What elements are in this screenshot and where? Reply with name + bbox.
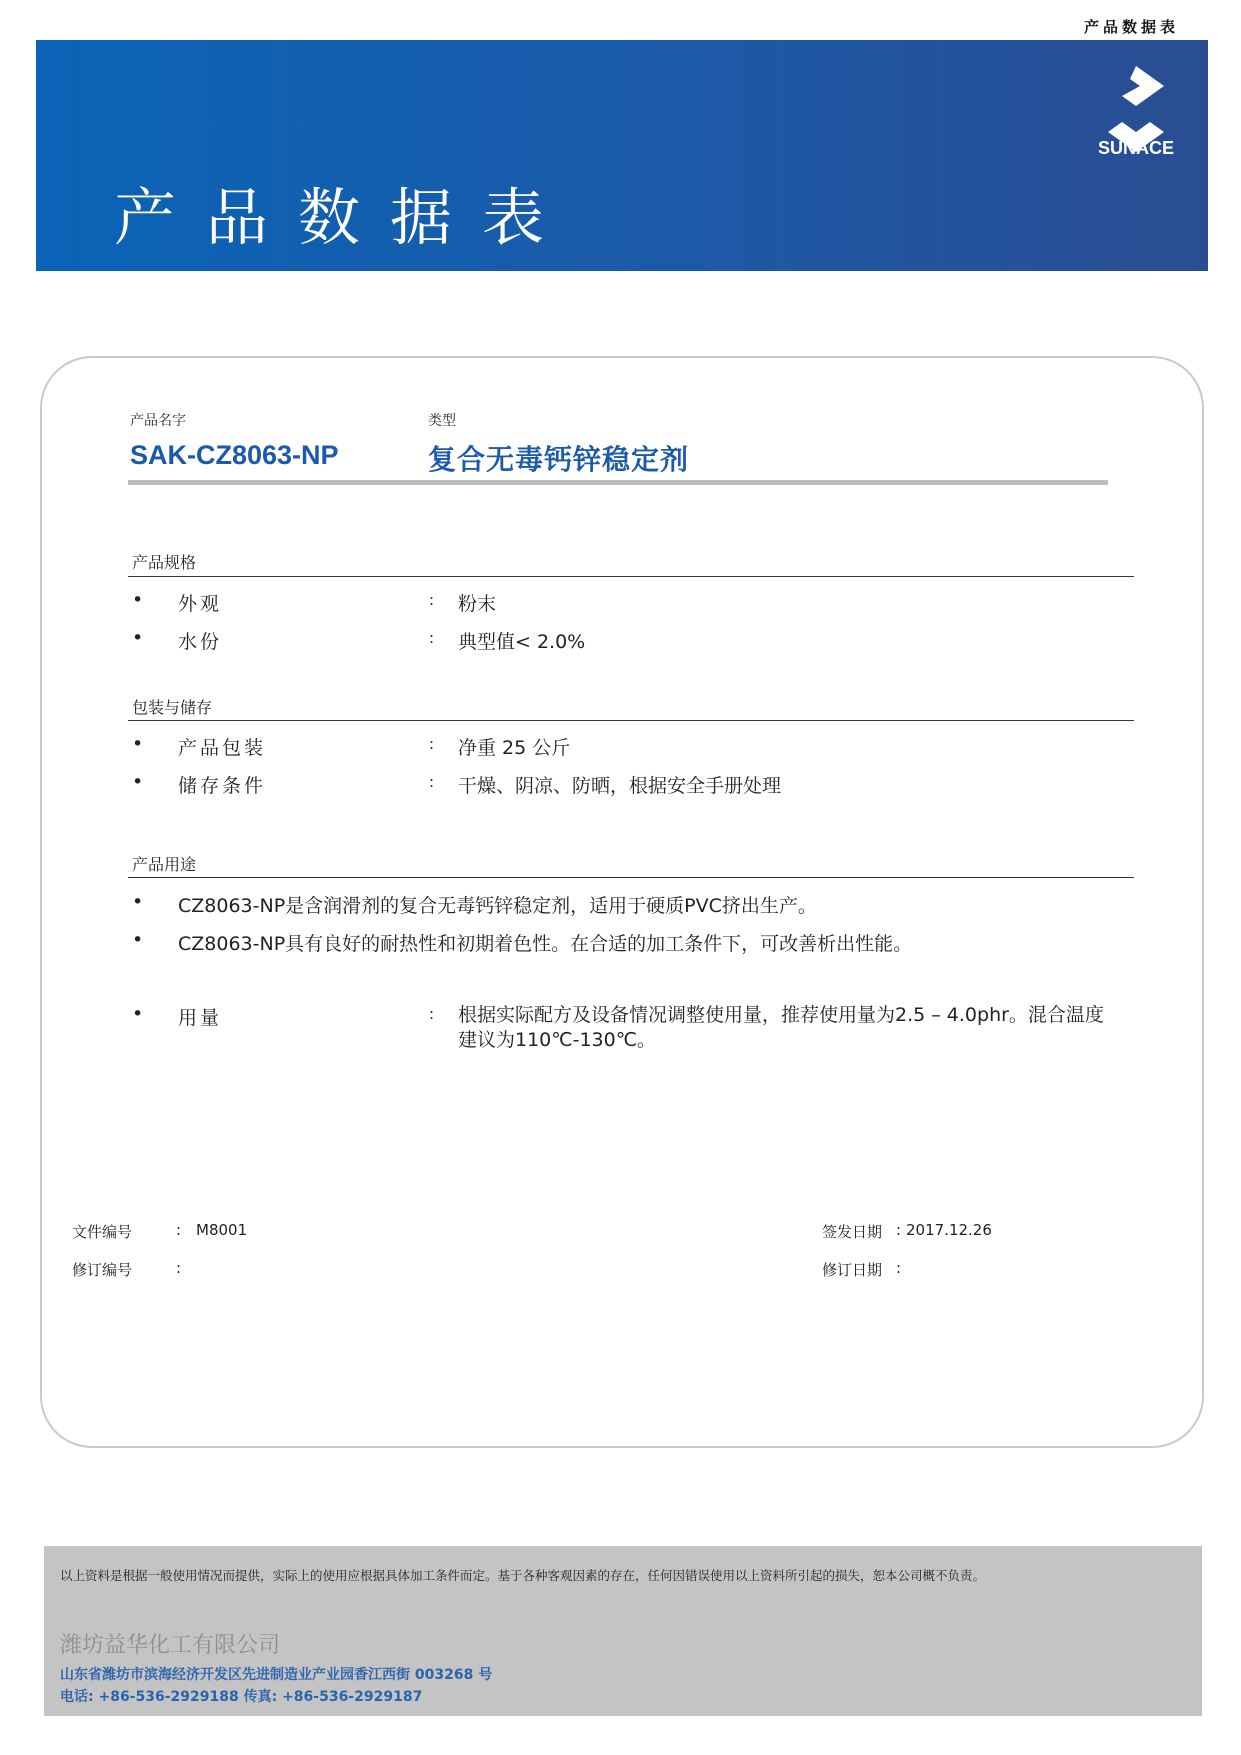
- section-divider: [128, 576, 1134, 577]
- colon: :: [429, 591, 435, 609]
- footer: [44, 1546, 1202, 1716]
- company-name: 潍坊益华化工有限公司: [60, 1633, 281, 1658]
- section-title-usage: 产品用途: [132, 855, 197, 874]
- spec-key: 外观: [178, 593, 223, 615]
- rev-date-label: 修订日期: [822, 1261, 883, 1279]
- packaging-value: 干燥、阴凉、防晒，根据安全手册处理: [458, 775, 782, 797]
- bullet: •: [132, 589, 144, 611]
- product-type-label: 类型: [428, 413, 456, 429]
- bullet: •: [132, 733, 144, 755]
- issue-date-label: 签发日期: [822, 1223, 883, 1241]
- doc-no-label: 文件编号: [72, 1223, 133, 1241]
- packaging-key: 储存条件: [178, 775, 267, 797]
- colon: :: [429, 773, 435, 791]
- company-address: 山东省潍坊市滨海经济开发区先进制造业产业园香江西街 003268 号: [60, 1667, 493, 1683]
- bullet: •: [132, 771, 144, 793]
- product-type: 复合无毒钙锌稳定剂: [428, 443, 690, 476]
- colon: :: [429, 735, 435, 753]
- rev-no-label: 修订编号: [72, 1261, 133, 1279]
- dosage-key: 用量: [178, 1007, 223, 1029]
- usage-text: CZ8063-NP是含润滑剂的复合无毒钙锌稳定剂，适用于硬质PVC挤出生产。: [178, 895, 817, 917]
- bullet: •: [132, 891, 144, 913]
- disclaimer: 以上资料是根据一般使用情况而提供，实际上的使用应根据具体加工条件而定。基于各种客观因素的存在，任何因错误使用以上资料所引起的损失，恕本公司概不负责。: [60, 1568, 986, 1583]
- doc-no: M8001: [196, 1221, 248, 1239]
- top-label: 产品数据表: [1083, 18, 1179, 36]
- colon: :: [896, 1221, 902, 1239]
- section-title-spec: 产品规格: [132, 553, 197, 572]
- colon: :: [176, 1221, 182, 1239]
- colon: :: [896, 1259, 902, 1277]
- packaging-key: 产品包装: [178, 737, 267, 759]
- product-code: SAK-CZ8063-NP: [130, 440, 339, 470]
- product-name-label: 产品名字: [130, 413, 186, 429]
- header-banner: [36, 40, 1208, 271]
- spec-key: 水份: [178, 631, 223, 653]
- section-divider: [128, 877, 1134, 878]
- bullet: •: [132, 627, 144, 649]
- bullet: •: [132, 1003, 144, 1025]
- spec-value: 典型值< 2.0%: [458, 631, 586, 653]
- colon: :: [176, 1259, 182, 1277]
- colon: :: [429, 1005, 435, 1023]
- banner-title: 产品数据表: [114, 181, 575, 254]
- dosage-value: 根据实际配方及设备情况调整使用量，推荐使用量为2.5 – 4.0phr。混合温度建议为110℃-130℃。: [458, 1004, 1104, 1051]
- spec-value: 粉末: [458, 593, 497, 615]
- logo-text: SUNACE: [1097, 138, 1174, 158]
- name-divider: [128, 480, 1108, 485]
- usage-text: CZ8063-NP具有良好的耐热性和初期着色性。在合适的加工条件下，可改善析出性能。: [178, 933, 913, 955]
- packaging-value: 净重 25 公斤: [458, 737, 571, 759]
- issue-date: 2017.12.26: [906, 1221, 992, 1239]
- section-title-packaging: 包装与储存: [132, 698, 213, 717]
- colon: :: [429, 629, 435, 647]
- company-phone: 电话: +86-536-2929188 传真: +86-536-2929187: [60, 1689, 423, 1705]
- section-divider: [128, 720, 1134, 721]
- bullet: •: [132, 929, 144, 951]
